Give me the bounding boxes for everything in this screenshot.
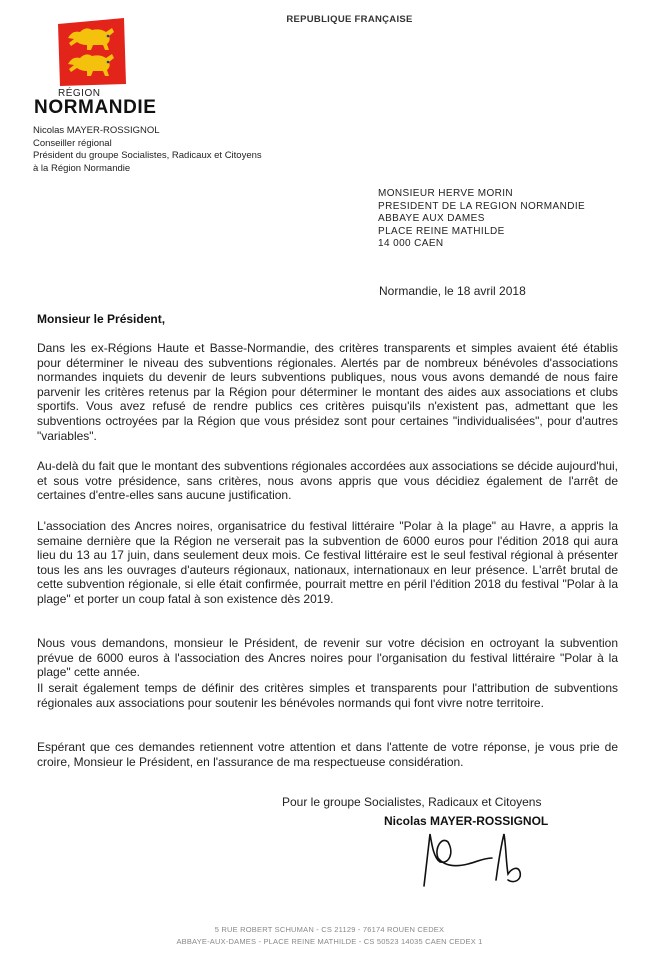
footer-address-caen: ABBAYE-AUX-DAMES - PLACE REINE MATHILDE - CS 50523 14035 CAEN CEDEX 1 <box>176 937 483 946</box>
closing-group: Pour le groupe Socialistes, Radicaux et Citoyens <box>282 795 542 809</box>
paragraph-4: Nous vous demandons, monsieur le Président, de revenir sur votre décision en octroyant la subvention prévue de 6000 euros à l'association des Ancres noires pour l'organisation du festival littéraire "Polar à la plage" cette année. <box>37 636 618 680</box>
republic-header: REPUBLIQUE FRANÇAISE <box>286 14 413 25</box>
sender-block <box>33 125 262 175</box>
paragraph-5: Il serait également temps de définir des critères simples et transparents pour l'attribution de subventions régionales aux associations pour soutenir les bénévoles normands qui font vivre notre territoire. <box>37 681 618 710</box>
recipient-address-1: ABBAYE AUX DAMES <box>378 213 485 224</box>
handwritten-signature <box>410 828 540 890</box>
sender-institution: à la Région Normandie <box>33 162 131 174</box>
recipient-name: MONSIEUR HERVE MORIN <box>378 188 514 199</box>
sender-name: Nicolas MAYER-ROSSIGNOL <box>33 125 160 136</box>
salutation: Monsieur le Président, <box>37 312 166 326</box>
recipient-title: PRESIDENT DE LA REGION NORMANDIE <box>378 200 586 212</box>
paragraph-6: Espérant que ces demandes retiennent votre attention et dans l'attente de votre réponse, je vous prie de croire, Monsieur le Président, en l'assurance de ma respectueuse considération. <box>37 740 618 769</box>
paragraph-2: Au-delà du fait que le montant des subventions régionales accordées aux associations se décide aujourd'hui, et sous votre présidence, sans critères, nous avons appris que vous décidiez également de l'arrêt de certaines d'entre-elles sans aucune justification. <box>37 459 618 503</box>
sender-title: Président du groupe Socialistes, Radicaux et Citoyens <box>33 150 262 161</box>
logo-region-label: RÉGION <box>58 88 101 99</box>
recipient-address-2: PLACE REINE MATHILDE <box>378 225 505 237</box>
paragraph-3: L'association des Ancres noires, organisatrice du festival littéraire "Polar à la plage" au Havre, a appris la semaine dernière que la Région ne verserait pas la subvention de 6000 euros pour l'édition 2018 qui aura lieu du 13 au 17 juin, dans seulement deux mois. Ce festival littéraire est le seul festival régional à présenter tous les ans les ouvrages d'auteurs régionaux, nationaux, internationaux en leur présence. L'arrêt brutal de cette subvention régionale, si elle était confirmée, pourrait mettre en péril l'édition 2018 du festival "Polar à la plage" et porter un coup fatal à son existence dès 2019. <box>37 519 618 606</box>
logo-flag-shape <box>58 18 126 86</box>
recipient-city: 14 000 CAEN <box>378 238 444 249</box>
letter-date: Normandie, le 18 avril 2018 <box>379 284 526 298</box>
sender-role: Conseiller régional <box>33 137 112 149</box>
normandie-logo <box>52 16 128 86</box>
logo-region-name: NORMANDIE <box>34 97 157 118</box>
closing-name: Nicolas MAYER-ROSSIGNOL <box>384 814 549 828</box>
paragraph-1: Dans les ex-Régions Haute et Basse-Normandie, des critères transparents et simples avaient été établis pour déterminer le niveau des subventions régionales. Alertés par de nombreux bénévoles d'associations normandes inquiets du devenir de leurs subventions publiques, nous vous avons demandé de nous faire parvenir les critères retenus par la Région pour déterminer le montant des aides aux associations et clubs sportifs. Vous avez refusé de rendre publics ces critères puisqu'ils n'existent pas, admettant que les subventions octroyées par la Région que vous présidez sont pour certaines "individualisées", pour d'autres "variables". <box>37 341 618 443</box>
footer-address-rouen: 5 RUE ROBERT SCHUMAN - CS 21129 - 76174 ROUEN CEDEX <box>214 925 445 934</box>
recipient-block <box>378 188 585 251</box>
